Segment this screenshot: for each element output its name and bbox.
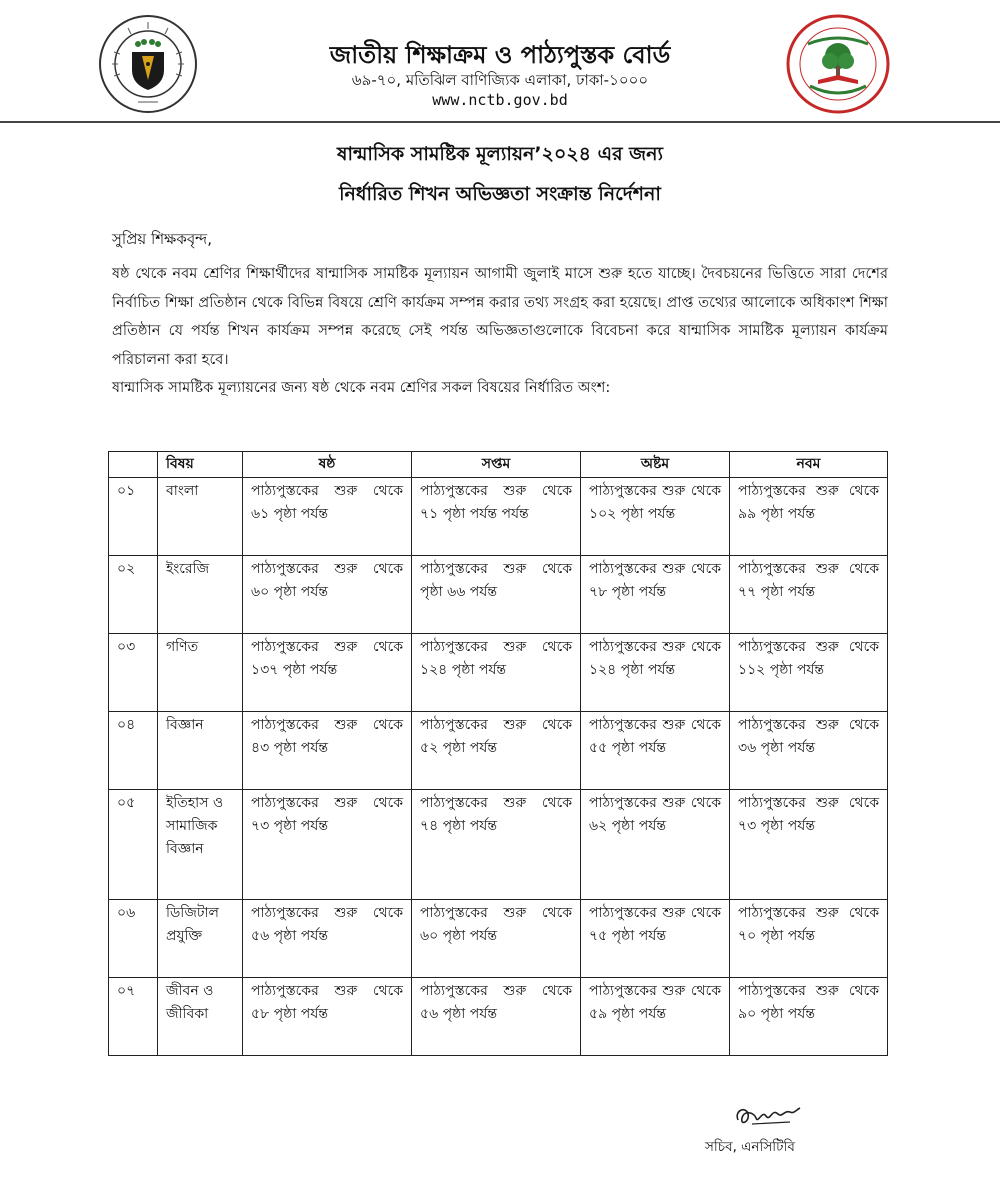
body-text — [112, 260, 888, 403]
class-8-cell: পাঠ্যপুস্তকের শুরু থেকে ৫৫ পৃষ্ঠা পর্যন্ত — [581, 712, 730, 790]
education-slogan-logo — [786, 14, 890, 114]
serial-cell: ০৪ — [109, 712, 158, 790]
class-7-cell: পাঠ্যপুস্তকের শুরু থেকে ৬০ পৃষ্ঠা পর্যন্ত — [412, 900, 581, 978]
serial-cell: ০৭ — [109, 978, 158, 1056]
subject-cell: ইংরেজি — [158, 556, 243, 634]
class-9-cell: পাঠ্যপুস্তকের শুরু থেকে ৭০ পৃষ্ঠা পর্যন্ত — [730, 900, 888, 978]
class-7-cell: পাঠ্যপুস্তকের শুরু থেকে ১২৪ পৃষ্ঠা পর্যন্ত — [412, 634, 581, 712]
class-8-cell: পাঠ্যপুস্তকের শুরু থেকে ৭৮ পৃষ্ঠা পর্যন্ত — [581, 556, 730, 634]
organization-address: ৬৯-৭০, মতিঝিল বাণিজ্যিক এলাকা, ঢাকা-১০০০ — [351, 71, 649, 89]
signatory-designation: সচিব, এনসিটিবি — [705, 1139, 795, 1155]
table-row — [109, 978, 888, 1056]
salutation: সুপ্রিয় শিক্ষকবৃন্দ, — [112, 230, 212, 248]
serial-cell: ০৬ — [109, 900, 158, 978]
table-header-row — [109, 452, 888, 478]
header-divider — [0, 121, 1000, 123]
column-header-class-9: নবম — [730, 452, 888, 478]
class-6-cell: পাঠ্যপুস্তকের শুরু থেকে ১৩৭ পৃষ্ঠা পর্যন্ত — [243, 634, 412, 712]
table-row — [109, 900, 888, 978]
class-7-cell: পাঠ্যপুস্তকের শুরু থেকে পৃষ্ঠা ৬৬ পর্যন্ত — [412, 556, 581, 634]
class-7-cell: পাঠ্যপুস্তকের শুরু থেকে ৭১ পৃষ্ঠা পর্যন্ত পর্যন্ত — [412, 478, 581, 556]
class-8-cell: পাঠ্যপুস্তকের শুরু থেকে ১২৪ পৃষ্ঠা পর্যন্ত — [581, 634, 730, 712]
class-8-cell: পাঠ্যপুস্তকের শুরু থেকে ১০২ পৃষ্ঠা পর্যন্ত — [581, 478, 730, 556]
document-subtitle: নির্ধারিত শিখন অভিজ্ঞতা সংক্রান্ত নির্দেশনা — [339, 183, 661, 205]
organization-block — [300, 40, 700, 110]
subject-cell: বাংলা — [158, 478, 243, 556]
class-6-cell: পাঠ্যপুস্তকের শুরু থেকে ৬১ পৃষ্ঠা পর্যন্ত — [243, 478, 412, 556]
table-row — [109, 712, 888, 790]
subject-cell: বিজ্ঞান — [158, 712, 243, 790]
table-row — [109, 790, 888, 900]
serial-cell: ০৫ — [109, 790, 158, 900]
class-7-cell: পাঠ্যপুস্তকের শুরু থেকে ৫৬ পৃষ্ঠা পর্যন্ত — [412, 978, 581, 1056]
class-9-cell: পাঠ্যপুস্তকের শুরু থেকে ৩৬ পৃষ্ঠা পর্যন্ত — [730, 712, 888, 790]
column-header-class-7: সপ্তম — [412, 452, 581, 478]
serial-cell: ০৩ — [109, 634, 158, 712]
organization-name: জাতীয় শিক্ষাক্রম ও পাঠ্যপুস্তক বোর্ড — [329, 41, 671, 69]
class-8-cell: পাঠ্যপুস্তকের শুরু থেকে ৬২ পৃষ্ঠা পর্যন্ত — [581, 790, 730, 900]
class-9-cell: পাঠ্যপুস্তকের শুরু থেকে ৭৩ পৃষ্ঠা পর্যন্ত — [730, 790, 888, 900]
class-6-cell: পাঠ্যপুস্তকের শুরু থেকে ৭৩ পৃষ্ঠা পর্যন্ত — [243, 790, 412, 900]
class-8-cell: পাঠ্যপুস্তকের শুরু থেকে ৭৫ পৃষ্ঠা পর্যন্ত — [581, 900, 730, 978]
class-6-cell: পাঠ্যপুস্তকের শুরু থেকে ৬০ পৃষ্ঠা পর্যন্ত — [243, 556, 412, 634]
class-9-cell: পাঠ্যপুস্তকের শুরু থেকে ৯০ পৃষ্ঠা পর্যন্ত — [730, 978, 888, 1056]
body-paragraph: ষষ্ঠ থেকে নবম শ্রেণির শিক্ষার্থীদের ষান্মাসিক সামষ্টিক মূল্যায়ন আগামী জুলাই মাসে শুরু হতে যাচ্ছে। দৈবচয়নের ভিত্তিতে সারা দেশের নির্বাচিত শিক্ষা প্রতিষ্ঠান থেকে বিভিন্ন বিষয়ে শ্রেণি কার্যক্রম সম্পন্ন করার তথ্য সংগ্রহ করা হয়েছে। প্রাপ্ত তথ্যের আলোকে অধিকাংশ শিক্ষা প্রতিষ্ঠান যে পর্যন্ত শিখন কার্যক্রম সম্পন্ন করেছে সেই পর্যন্ত অভিজ্ঞতাগুলোকে বিবেচনা করে ষান্মাসিক সামষ্টিক মূল্যায়ন কার্যক্রম পরিচালনা করা হবে। — [112, 265, 888, 368]
subject-cell: গণিত — [158, 634, 243, 712]
organization-website: www.nctb.gov.bd — [432, 91, 568, 109]
class-9-cell: পাঠ্যপুস্তকের শুরু থেকে ৭৭ পৃষ্ঠা পর্যন্ত — [730, 556, 888, 634]
column-header-class-6: ষষ্ঠ — [243, 452, 412, 478]
class-7-cell: পাঠ্যপুস্তকের শুরু থেকে ৫২ পৃষ্ঠা পর্যন্ত — [412, 712, 581, 790]
table-row — [109, 478, 888, 556]
subject-cell: জীবন ও জীবিকা — [158, 978, 243, 1056]
nctb-seal-logo — [98, 14, 198, 114]
subject-cell: ডিজিটাল প্রযুক্তি — [158, 900, 243, 978]
column-header-serial — [109, 452, 158, 478]
class-6-cell: পাঠ্যপুস্তকের শুরু থেকে ৪৩ পৃষ্ঠা পর্যন্ত — [243, 712, 412, 790]
table-row — [109, 556, 888, 634]
letterhead — [0, 0, 1000, 122]
serial-cell: ০১ — [109, 478, 158, 556]
column-header-subject: বিষয় — [158, 452, 243, 478]
signature-image — [732, 1100, 804, 1134]
document-title: ষান্মাসিক সামষ্টিক মূল্যায়ন’২০২৪ এর জন্য — [337, 143, 663, 165]
class-8-cell: পাঠ্যপুস্তকের শুরু থেকে ৫৯ পৃষ্ঠা পর্যন্ত — [581, 978, 730, 1056]
class-9-cell: পাঠ্যপুস্তকের শুরু থেকে ১১২ পৃষ্ঠা পর্যন্ত — [730, 634, 888, 712]
serial-cell: ০২ — [109, 556, 158, 634]
table-intro-line: ষান্মাসিক সামষ্টিক মূল্যায়নের জন্য ষষ্ঠ থেকে নবম শ্রেণির সকল বিষয়ের নির্ধারিত অংশ: — [112, 379, 611, 396]
class-6-cell: পাঠ্যপুস্তকের শুরু থেকে ৫৬ পৃষ্ঠা পর্যন্ত — [243, 900, 412, 978]
table-row — [109, 634, 888, 712]
class-6-cell: পাঠ্যপুস্তকের শুরু থেকে ৫৮ পৃষ্ঠা পর্যন্ত — [243, 978, 412, 1056]
syllabus-table — [108, 451, 888, 1056]
class-9-cell: পাঠ্যপুস্তকের শুরু থেকে ৯৯ পৃষ্ঠা পর্যন্ত — [730, 478, 888, 556]
column-header-class-8: অষ্টম — [581, 452, 730, 478]
subject-cell: ইতিহাস ও সামাজিক বিজ্ঞান — [158, 790, 243, 900]
class-7-cell: পাঠ্যপুস্তকের শুরু থেকে ৭৪ পৃষ্ঠা পর্যন্ত — [412, 790, 581, 900]
